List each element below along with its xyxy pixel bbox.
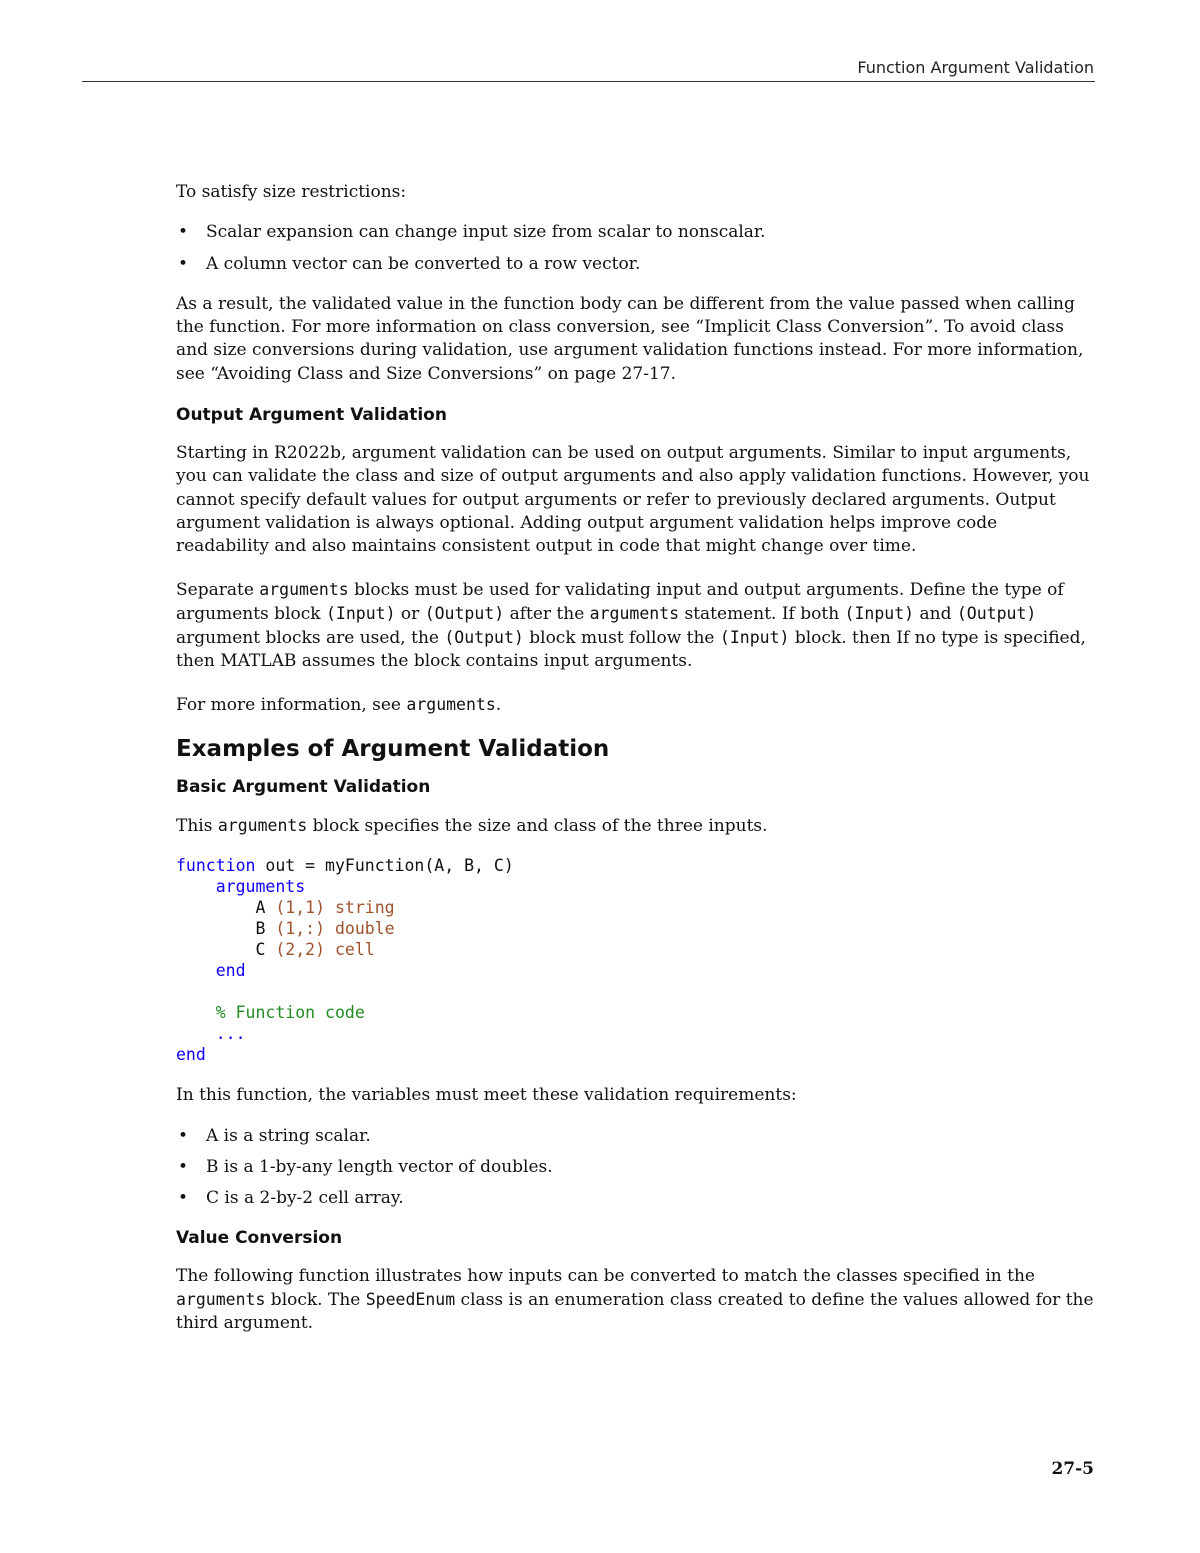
inline-code: arguments [589, 603, 680, 623]
list-item: • A column vector can be converted to a row vector. [176, 253, 1094, 276]
page-number: 27-5 [1051, 1459, 1094, 1479]
inline-code: (Input) [719, 628, 790, 648]
inline-code: (Output) [956, 603, 1037, 623]
value-conversion-paragraph: The following function illustrates how inputs can be converted to match the classes specified in the arguments block. The SpeedEnum class is an enumeration class created to define the values allowed for the third argument. [176, 1265, 1094, 1334]
list-item: • Scalar expansion can change input size from scalar to nonscalar. [176, 221, 1094, 244]
size-bullet-list [176, 221, 1094, 276]
result-paragraph: As a result, the validated value in the function body can be different from the value passed when calling the function. For more information on class conversion, see “Implicit Class Conversion”. To avoid class and size conversions during validation, use argument validation functions instead. For more information, see “Avoiding Class and Size Conversions” on page 27-17. [176, 293, 1084, 384]
bullet-icon: • [178, 222, 189, 243]
code-keyword: arguments [215, 877, 306, 897]
list-item: • B is a 1-by-any length vector of doubles. [176, 1156, 1094, 1179]
bullet-icon: • [178, 1125, 189, 1146]
inline-code: SpeedEnum [365, 1289, 456, 1309]
inline-code: (Input) [325, 603, 396, 623]
page-content [176, 181, 1094, 1354]
list-item: • A is a string scalar. [176, 1125, 1094, 1148]
value-conversion-heading: Value Conversion [176, 1227, 343, 1248]
inline-code: arguments [176, 1289, 266, 1309]
bullet-icon: • [178, 253, 189, 274]
requirements-intro: In this function, the variables must meet these validation requirements: [176, 1085, 797, 1106]
bullet-icon: • [178, 1188, 189, 1209]
output-validation-paragraph: Starting in R2022b, argument validation can be used on output arguments. Similar to input arguments, you can validate the class and size of output arguments and also apply validation functions. However, you cannot specify default values for output arguments or refer to previously declared arguments. Output argument validation is always optional. Adding output argument validation helps improve code readability and also maintains consistent output in code that might change over time. [176, 443, 1090, 557]
examples-section-heading: Examples of Argument Validation [176, 736, 610, 763]
inline-code: (Input) [844, 603, 915, 623]
output-validation-heading: Output Argument Validation [176, 405, 447, 426]
code-example: function out = myFunction(A, B, C) arguments A (1,1) string B (1,:) double C (2,2) cell end % Function code ... end [176, 856, 514, 1065]
code-keyword: end [176, 1045, 206, 1065]
header-rule [82, 81, 1095, 82]
more-info-paragraph: For more information, see arguments. [176, 694, 502, 715]
arguments-link[interactable]: arguments [406, 694, 496, 714]
list-item: • C is a 2-by-2 cell array. [176, 1187, 1094, 1210]
code-keyword: function [176, 856, 256, 876]
inline-code: arguments [259, 579, 349, 599]
code-keyword: end [215, 961, 246, 981]
running-header: Function Argument Validation [857, 58, 1094, 77]
inline-code: (Output) [424, 603, 505, 623]
basic-validation-intro: This arguments block specifies the size and class of the three inputs. [176, 816, 768, 837]
inline-code: (Output) [444, 628, 524, 648]
inline-code: arguments [217, 816, 308, 836]
basic-validation-heading: Basic Argument Validation [176, 777, 431, 798]
requirements-list [176, 1125, 1094, 1211]
separate-blocks-paragraph: Separate arguments blocks must be used for validating input and output arguments. Define the type of arguments block (Input) or (Output) after the arguments statement. If both (Input) and (Output) argument blocks are used, the (Output) block must follow the (Input) block. then If no type is specified, then MATLAB assumes the block contains input arguments. [176, 579, 1086, 672]
code-comment: % Function code [215, 1003, 365, 1023]
bullet-icon: • [178, 1156, 189, 1177]
size-restrictions-text: To satisfy size restrictions: [176, 182, 407, 202]
